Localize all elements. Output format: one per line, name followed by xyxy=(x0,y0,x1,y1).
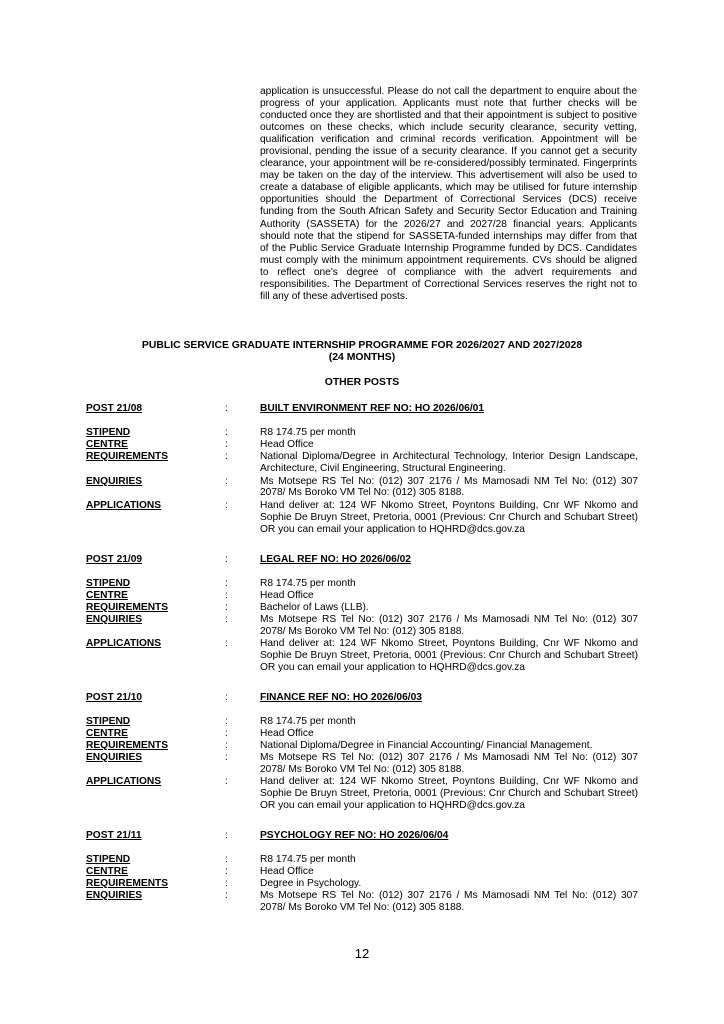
post-title-row xyxy=(86,554,638,566)
enquiries-label: ENQUIRIES xyxy=(86,751,143,763)
colon: : xyxy=(225,403,228,414)
applications-label: APPLICATIONS xyxy=(86,776,162,788)
requirements-value: Bachelor of Laws (LLB). xyxy=(260,601,369,613)
intro-paragraph: application is unsuccessful. Please do not call the department to enquire about the progress of your application. Applicants must note that further checks will be conducted once they are shortlisted and that their appointment is subject to positive outcomes on these checks, which include security clearance, security vetting, qualification verification and criminal records verification. Appointment will be provisional, pending the issue of a security clearance. If you cannot get a security clearance, your appointment will be re-considered/possibly terminated. Fingerprints may be taken on the day of the interview. This advertisement will also be used to create a database of eligible applicants, which may be utilised for future internship opportunities should the Department of Correctional Services (DCS) receive funding from the South African Safety and Security Sector Education and Training Authority (SASSETA) for the 2026/27 and 2027/28 financial years. Applicants should note that the stipend for SASSETA-funded internships may differ from that of the Public Service Graduate Internship Programme funded by DCS. Candidates must comply with the minimum appointment requirements. CVs should be aligned to reflect one's degree of compliance with the advert requirements and responsibilities. The Department of Correctional Services reserves the right not to fill any of these advertised posts. xyxy=(260,86,637,302)
applications-value: Hand deliver at: 124 WF Nkomo Street, Poyntons Building, Cnr WF Nkomo and Sophie De Bruyn Street, Pretoria, 0001 (Previous: Cnr Church and Schubart Street) OR you can email your application to HQHRD@dcs.gov.za xyxy=(260,776,638,812)
requirements-label: REQUIREMENTS xyxy=(86,739,169,751)
colon: : xyxy=(225,830,228,841)
colon: : xyxy=(225,715,228,727)
colon: : xyxy=(225,638,228,650)
post-title-row xyxy=(86,403,638,415)
enquiries-row xyxy=(86,752,638,776)
requirements-value: National Diploma/Degree in Financial Accounting/ Financial Management. xyxy=(260,739,593,751)
colon: : xyxy=(225,601,228,613)
requirements-row xyxy=(86,602,638,614)
colon: : xyxy=(225,692,228,703)
stipend-value: R8 174.75 per month xyxy=(260,577,356,589)
colon: : xyxy=(225,853,228,865)
applications-row xyxy=(86,638,638,674)
post-title-row xyxy=(86,692,638,704)
colon: : xyxy=(225,613,228,625)
post-label: POST 21/08 xyxy=(86,403,143,414)
stipend-value: R8 174.75 per month xyxy=(260,853,356,865)
centre-value: Head Office xyxy=(260,589,314,601)
enquiries-row xyxy=(86,614,638,638)
applications-value: Hand deliver at: 124 WF Nkomo Street, Poyntons Building, Cnr WF Nkomo and Sophie De Bruyn Street, Pretoria, 0001 (Previous: Cnr Church and Schubart Street) OR you can email your application to HQHRD@dcs.gov.za xyxy=(260,638,638,674)
post-block xyxy=(86,554,638,674)
enquiries-row xyxy=(86,476,638,500)
enquiries-value: Ms Motsepe RS Tel No: (012) 307 2176 / Ms Mamosadi NM Tel No: (012) 307 2078/ Ms Boroko VM Tel No: (012) 305 8188. xyxy=(260,751,638,775)
centre-label: CENTRE xyxy=(86,589,128,601)
post-block xyxy=(86,830,638,913)
post-title: PSYCHOLOGY REF NO: HO 2026/06/04 xyxy=(260,830,449,841)
requirements-value: Degree in Psychology. xyxy=(260,877,362,889)
enquiries-value: Ms Motsepe RS Tel No: (012) 307 2176 / Ms Mamosadi NM Tel No: (012) 307 2078/ Ms Boroko VM Tel No: (012) 305 8188. xyxy=(260,889,638,913)
post-title: LEGAL REF NO: HO 2026/06/02 xyxy=(260,554,411,565)
post-title: FINANCE REF NO: HO 2026/06/03 xyxy=(260,692,422,703)
centre-label: CENTRE xyxy=(86,865,128,877)
colon: : xyxy=(225,426,228,438)
centre-label: CENTRE xyxy=(86,727,128,739)
colon: : xyxy=(225,739,228,751)
post-label: POST 21/11 xyxy=(86,830,142,841)
centre-value: Head Office xyxy=(260,438,314,450)
requirements-row xyxy=(86,451,638,475)
centre-row xyxy=(86,590,638,602)
centre-row xyxy=(86,728,638,740)
centre-row xyxy=(86,439,638,451)
requirements-label: REQUIREMENTS xyxy=(86,450,169,462)
stipend-row xyxy=(86,578,638,590)
colon: : xyxy=(225,500,228,512)
stipend-row xyxy=(86,716,638,728)
programme-heading-line2: (24 MONTHS) xyxy=(328,352,396,364)
requirements-label: REQUIREMENTS xyxy=(86,601,169,613)
colon: : xyxy=(225,589,228,601)
post-label: POST 21/10 xyxy=(86,692,143,703)
applications-row xyxy=(86,500,638,536)
requirements-row xyxy=(86,740,638,752)
stipend-label: STIPEND xyxy=(86,853,131,865)
enquiries-value: Ms Motsepe RS Tel No: (012) 307 2176 / Ms Mamosadi NM Tel No: (012) 307 2078/ Ms Boroko VM Tel No: (012) 305 8188. xyxy=(260,475,638,499)
post-block xyxy=(86,692,638,812)
colon: : xyxy=(225,554,228,565)
enquiries-label: ENQUIRIES xyxy=(86,475,143,487)
other-posts-heading: OTHER POSTS xyxy=(324,377,400,388)
colon: : xyxy=(225,865,228,877)
colon: : xyxy=(225,577,228,589)
stipend-value: R8 174.75 per month xyxy=(260,426,356,438)
stipend-label: STIPEND xyxy=(86,426,131,438)
enquiries-label: ENQUIRIES xyxy=(86,889,143,901)
programme-heading-line1: PUBLIC SERVICE GRADUATE INTERNSHIP PROGRAMME FOR 2026/2027 AND 2027/2028 xyxy=(141,340,583,351)
centre-label: CENTRE xyxy=(86,438,128,450)
applications-label: APPLICATIONS xyxy=(86,638,162,650)
colon: : xyxy=(225,438,228,450)
post-title: BUILT ENVIRONMENT REF NO: HO 2026/06/01 xyxy=(260,403,484,414)
enquiries-value: Ms Motsepe RS Tel No: (012) 307 2176 / Ms Mamosadi NM Tel No: (012) 307 2078/ Ms Boroko VM Tel No: (012) 305 8188. xyxy=(260,613,638,637)
stipend-row xyxy=(86,854,638,866)
centre-value: Head Office xyxy=(260,865,314,877)
centre-row xyxy=(86,866,638,878)
enquiries-label: ENQUIRIES xyxy=(86,613,143,625)
page-number: 12 xyxy=(354,946,370,961)
colon: : xyxy=(225,776,228,788)
colon: : xyxy=(225,877,228,889)
applications-label: APPLICATIONS xyxy=(86,500,162,512)
stipend-label: STIPEND xyxy=(86,715,131,727)
colon: : xyxy=(225,727,228,739)
requirements-row xyxy=(86,878,638,890)
requirements-label: REQUIREMENTS xyxy=(86,877,169,889)
enquiries-row xyxy=(86,890,638,914)
post-label: POST 21/09 xyxy=(86,554,143,565)
stipend-row xyxy=(86,427,638,439)
colon: : xyxy=(225,751,228,763)
stipend-value: R8 174.75 per month xyxy=(260,715,356,727)
applications-row xyxy=(86,776,638,812)
stipend-label: STIPEND xyxy=(86,577,131,589)
post-block xyxy=(86,403,638,536)
applications-value: Hand deliver at: 124 WF Nkomo Street, Poyntons Building, Cnr WF Nkomo and Sophie De Bruyn Street, Pretoria, 0001 (Previous: Cnr Church and Schubart Street) OR you can email your application to HQHRD@dcs.gov.za xyxy=(260,500,638,536)
post-title-row xyxy=(86,830,638,842)
requirements-value: National Diploma/Degree in Architectural Technology, Interior Design Landscape, Architecture, Civil Engineering, Structural Engineering. xyxy=(260,450,638,474)
colon: : xyxy=(225,889,228,901)
programme-heading xyxy=(86,340,638,364)
colon: : xyxy=(225,450,228,462)
centre-value: Head Office xyxy=(260,727,314,739)
colon: : xyxy=(225,475,228,487)
